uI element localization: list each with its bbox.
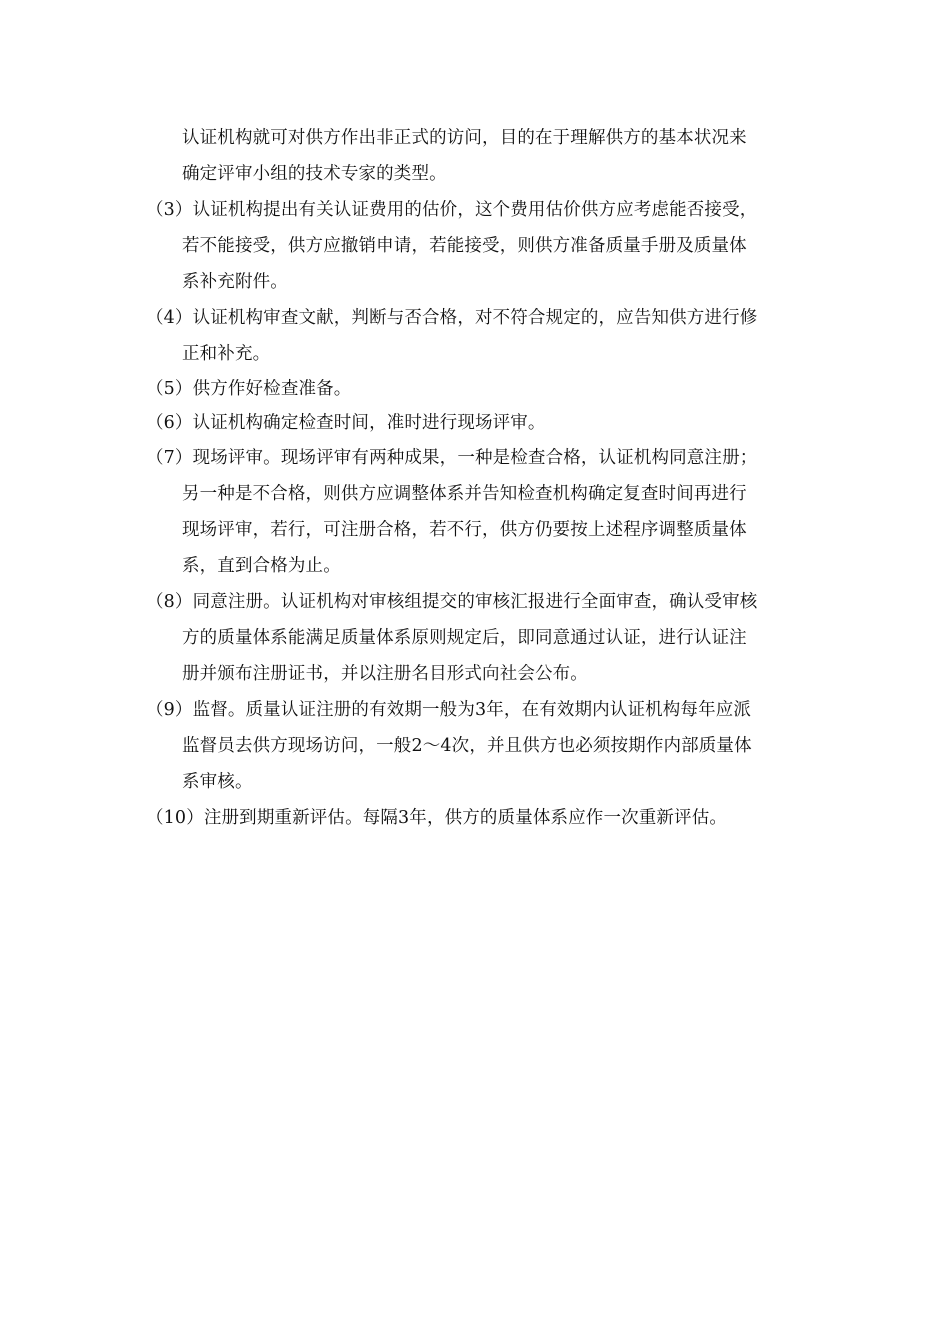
step-10-line: （10）注册到期重新评估。每隔3年，供方的质量体系应作一次重新评估。 <box>146 808 727 828</box>
step-8-line: （8）同意注册。认证机构对审核组提交的审核汇报进行全面审查，确认受审核 <box>146 592 758 612</box>
paragraph-line: 系审核。 <box>182 772 253 792</box>
step-4-line: （4）认证机构审查文献，判断与否合格，对不符合规定的，应告知供方进行修 <box>146 308 758 328</box>
procedure-text <box>146 120 826 836</box>
step-5-line: （5）供方作好检查准备。 <box>146 379 352 399</box>
paragraph-line: 册并颁布注册证书，并以注册名目形式向社会公布。 <box>182 664 588 684</box>
paragraph-line: 认证机构就可对供方作出非正式的访问，目的在于理解供方的基本状况来 <box>182 128 747 148</box>
step-6-line: （6）认证机构确定检查时间，准时进行现场评审。 <box>146 413 546 433</box>
step-9-line: （9）监督。质量认证注册的有效期一般为3年，在有效期内认证机构每年应派 <box>146 700 752 720</box>
step-3-line: （3）认证机构提出有关认证费用的估价，这个费用估价供方应考虑能否接受， <box>146 200 758 220</box>
step-7-line: （7）现场评审。现场评审有两种成果，一种是检查合格，认证机构同意注册； <box>146 448 758 468</box>
paragraph-line: 正和补充。 <box>182 344 271 364</box>
paragraph-line: 确定评审小组的技术专家的类型。 <box>182 164 447 184</box>
paragraph-line: 若不能接受，供方应撤销申请，若能接受，则供方准备质量手册及质量体 <box>182 236 747 256</box>
paragraph-line: 另一种是不合格，则供方应调整体系并告知检查机构确定复查时间再进行 <box>182 484 747 504</box>
paragraph-line: 系补充附件。 <box>182 272 288 292</box>
paragraph-line: 监督员去供方现场访问，一般2～4次，并且供方也必须按期作内部质量体 <box>182 736 752 756</box>
paragraph-line: 方的质量体系能满足质量体系原则规定后，即同意通过认证，进行认证注 <box>182 628 747 648</box>
paragraph-line: 系，直到合格为止。 <box>182 556 341 576</box>
paragraph-line: 现场评审，若行，可注册合格，若不行，供方仍要按上述程序调整质量体 <box>182 520 747 540</box>
